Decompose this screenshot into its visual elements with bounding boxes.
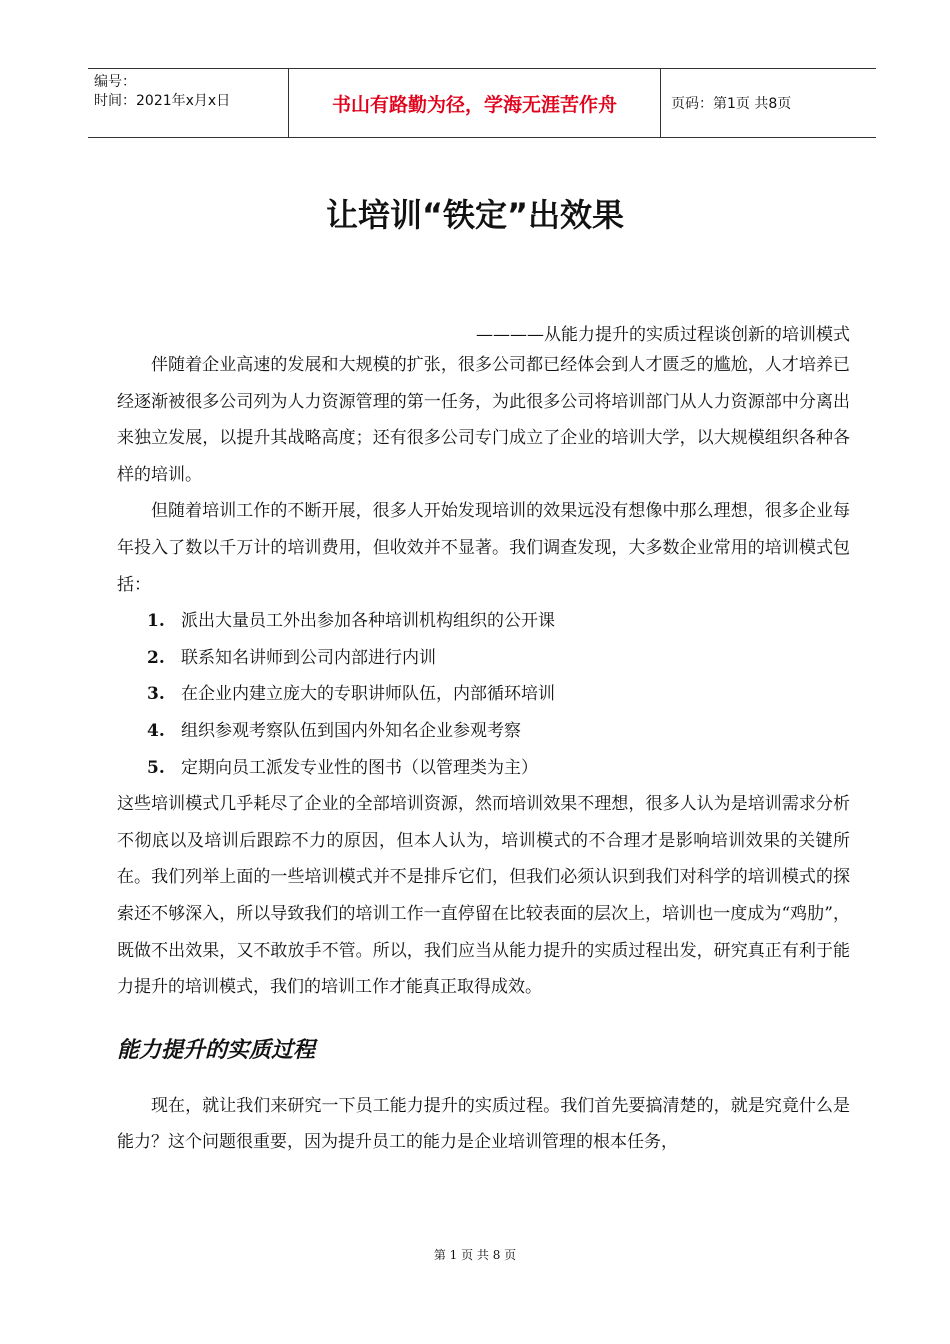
document-body — [117, 347, 850, 1161]
list-item — [117, 676, 850, 713]
training-mode-list — [117, 603, 850, 786]
list-item — [117, 713, 850, 750]
document-header — [88, 68, 876, 138]
serial-label: 编号： — [94, 74, 136, 90]
header-motto: 书山有路勤为径，学海无涯苦作舟 — [288, 69, 661, 137]
document-subtitle: ————从能力提升的实质过程谈创新的培训模式 — [476, 325, 850, 345]
list-item — [117, 750, 850, 787]
section-heading: 能力提升的实质过程 — [117, 1037, 316, 1063]
list-number: 2. — [147, 647, 165, 668]
paragraph: 现在，就让我们来研究一下员工能力提升的实质过程。我们首先要搞清楚的，就是究竟什么是能力？这个问题很重要，因为提升员工的能力是企业培训管理的根本任务， — [117, 1095, 850, 1153]
paragraph: 伴随着企业高速的发展和大规模的扩张，很多公司都已经体会到人才匮乏的尴尬，人才培养已经逐渐被很多公司列为人力资源管理的第一任务，为此很多公司将培训部门从人力资源部中分离出来独立发展，以提升其战略高度；还有很多公司专门成立了企业的培训大学，以大规模组织各种各样的培训。 — [117, 355, 850, 485]
document-title: 让培训“铁定”出效果 — [325, 196, 625, 234]
list-text: 定期向员工派发专业性的图书（以管理类为主） — [181, 757, 538, 778]
list-text: 组织参观考察队伍到国内外知名企业参观考察 — [181, 720, 521, 741]
list-number: 5. — [147, 757, 165, 778]
header-page-info: 页码：第1页 共8页 — [671, 96, 792, 112]
page-footer: 第 1 页 共 8 页 — [433, 1248, 517, 1262]
paragraph: 但随着培训工作的不断开展，很多人开始发现培训的效果远没有想像中那么理想，很多企业每年投入了数以千万计的培训费用，但收效并不显著。我们调查发现，大多数企业常用的培训模式包括： — [117, 501, 850, 595]
time-label: 时间：2021年x月x日 — [94, 93, 231, 109]
list-number: 3. — [147, 684, 165, 705]
list-text: 派出大量员工外出参加各种培训机构组织的公开课 — [181, 611, 555, 632]
list-text: 在企业内建立庞大的专职讲师队伍，内部循环培训 — [181, 684, 555, 705]
list-text: 联系知名讲师到公司内部进行内训 — [181, 647, 436, 668]
list-item — [117, 640, 850, 677]
header-meta — [88, 69, 288, 137]
paragraph: 这些培训模式几乎耗尽了企业的全部培训资源，然而培训效果不理想，很多人认为是培训需求分析不彻底以及培训后跟踪不力的原因，但本人认为，培训模式的不合理才是影响培训效果的关键所在。我们列举上面的一些培训模式并不是排斥它们，但我们必须认识到我们对科学的培训模式的探索还不够深入，所以导致我们的培训工作一直停留在比较表面的层次上，培训也一度成为“鸡肋”，既做不出效果，又不敢放手不管。所以，我们应当从能力提升的实质过程出发，研究真正有利于能力提升的培训模式，我们的培训工作才能真正取得成效。 — [117, 794, 850, 998]
list-number: 1. — [147, 611, 165, 632]
list-number: 4. — [147, 720, 165, 741]
list-item — [117, 603, 850, 640]
